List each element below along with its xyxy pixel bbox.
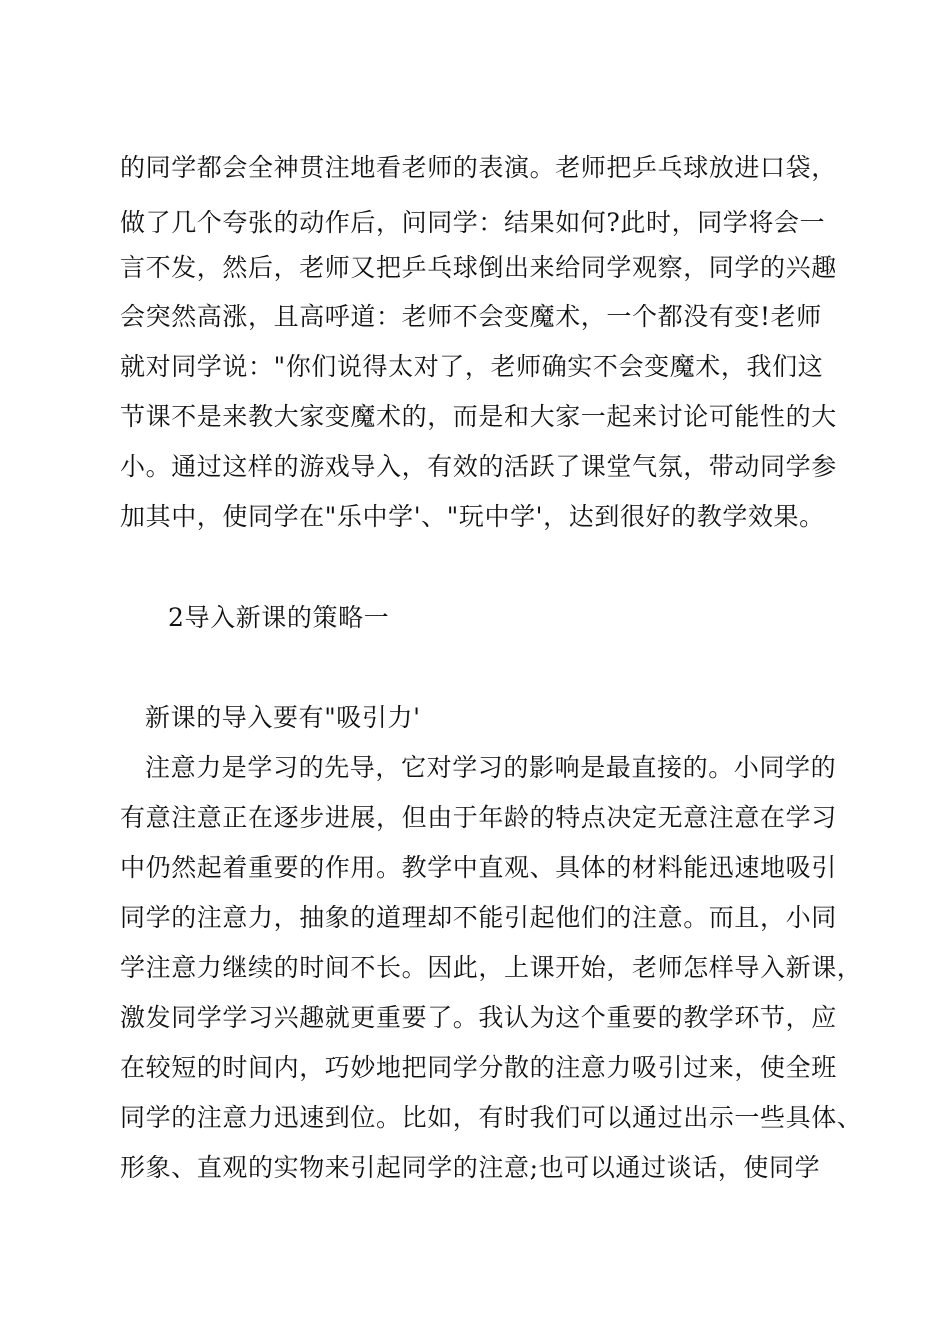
paragraph-2-line-3: 中仍然起着重要的作用。教学中直观、具体的材料能迅速地吸引	[120, 853, 837, 882]
section-heading: 2导入新课的策略一	[168, 603, 390, 632]
paragraph-1-line-8: 加其中，使同学在"乐中学'、"玩中学'，达到很好的教学效果。	[120, 502, 825, 531]
paragraph-1-line-3: 言不发，然后，老师又把乒乓球倒出来给同学观察，同学的兴趣	[120, 253, 837, 282]
paragraph-1-line-2: 做了几个夸张的动作后，问同学：结果如何?此时，同学将会一	[120, 208, 826, 237]
paragraph-1-line-1: 的同学都会全神贯注地看老师的表演。老师把乒乓球放进口袋，	[120, 153, 837, 182]
paragraph-1-line-5: 就对同学说："你们说得太对了，老师确实不会变魔术，我们这	[120, 352, 824, 381]
paragraph-2-line-2: 有意注意正在逐步进展，但由于年龄的特点决定无意注意在学习	[120, 803, 837, 832]
paragraph-1-line-6: 节课不是来教大家变魔术的，而是和大家一起来讨论可能性的大	[120, 402, 837, 431]
paragraph-1-line-4: 会突然高涨，且高呼道：老师不会变魔术，一个都没有变!老师	[120, 302, 822, 331]
paragraph-2-line-7: 在较短的时间内，巧妙地把同学分散的注意力吸引过来，使全班	[120, 1053, 837, 1082]
paragraph-2-line-1: 注意力是学习的先导，它对学习的影响是最直接的。小同学的	[145, 753, 837, 782]
paragraph-2-line-4: 同学的注意力，抽象的道理却不能引起他们的注意。而且，小同	[120, 903, 837, 932]
paragraph-2-line-5: 学注意力继续的时间不长。因此，上课开始，老师怎样导入新课，	[120, 953, 863, 982]
paragraph-2-line-9: 形象、直观的实物来引起同学的注意;也可以通过谈话，使同学	[120, 1153, 821, 1182]
paragraph-2-line-6: 激发同学学习兴趣就更重要了。我认为这个重要的教学环节，应	[120, 1003, 837, 1032]
section-subheading: 新课的导入要有"吸引力'	[145, 703, 421, 732]
paragraph-2-line-8: 同学的注意力迅速到位。比如，有时我们可以通过出示一些具体、	[120, 1103, 863, 1132]
paragraph-1-line-7: 小。通过这样的游戏导入，有效的活跃了课堂气氛，带动同学参	[120, 452, 837, 481]
